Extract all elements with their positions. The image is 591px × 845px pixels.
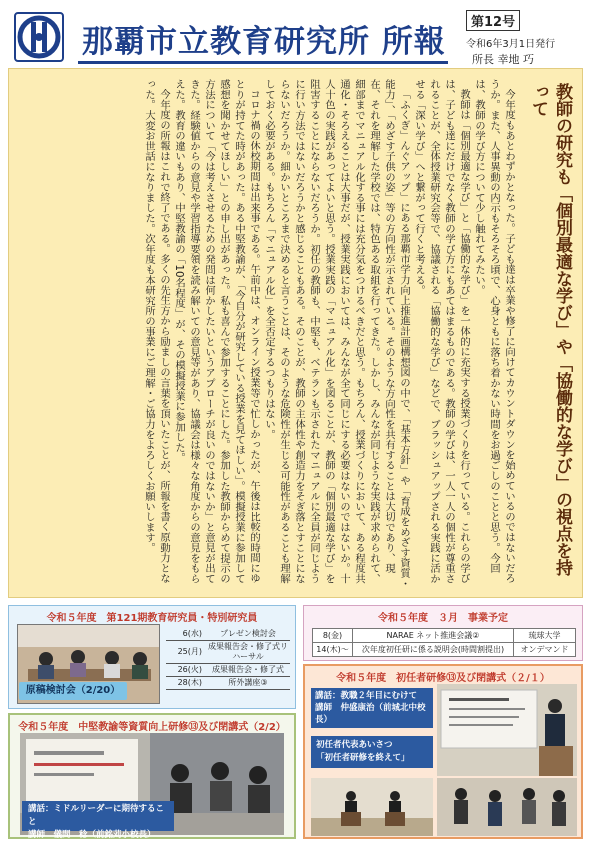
article-paragraph: 今年度の所報はこれで終了である。多くの先生方から励ましの言葉を頂いたことが、所報を書く原動力となった。大変お世話になりました。次年度も本研究所の事業にご理解・ご協力をよろしくお願いします。 [143,79,170,584]
audience-photo [437,778,577,836]
schedule-event: プレゼン検討会 [206,628,290,641]
newteacher-lecture-topic: 講話：教職２年目にむけて [315,691,418,701]
audience-photo-icon [437,778,577,836]
midcareer-title: 令和５年度 中堅教諭等資質向上研修⑬及び閉講式（2/2） [18,722,286,733]
newteacher-lecture-label [311,688,433,728]
article-heading: 教師の研究も「個別最適な学び」や「協働的な学び」の視点を持って [528,83,572,576]
events-title: 令和５年度 ３月 事業予定 [378,613,508,624]
rep-greeting: 初任者代表あいさつ [316,740,393,750]
midcareer-lecture-label [22,801,174,840]
schedule-date: 28(木) [166,677,206,690]
schedule-row [166,664,290,677]
article-paragraph: コロナ禍の休校期間は出来事である。午前中は、オンライン授業等で忙しかったが、午後は比較的時間にゆとりが持てた時があった。ある中堅教諭が、「今自分が研究している授業を見てほしい」。模擬授業に参加して感想を聞かせてほしい」との申し出があった。私も喜んで参加することにした。参加した教師からめて提示の方法について「今は考えさせるための発問は何かしたいというアプローチが良いのではないか」と意見が出てきた。経験値からの意見や学習指導要領を読み解いての意見等があり、協議会は様々な角度からの意見をもらえた。教育の違いもあり、中堅教諭の「10名程度」が、その模擬授業に参加した。 [173,79,260,584]
schedule-row [166,628,290,641]
meeting-caption: 原稿検討会（2/20） [19,682,127,700]
event-name: 次年度初任研に係る説明会(時間割提出) [353,643,514,657]
midcareer-lecturer: 講師 儀間 稔（前銘苅小校長） [28,830,156,840]
schedule-date: 6(水) [166,628,206,641]
article-body [18,79,516,591]
event-date: 8(金) [313,629,353,643]
issue-date: 令和6年3月1日発行 [466,39,556,50]
lecturer-photo-icon [437,684,577,776]
ceremony-photo [311,778,433,836]
schedule-date: 26(火) [166,664,206,677]
newteacher-rep-label [311,736,433,768]
title-underline [78,61,448,64]
event-name: NARAE ネット推進会議② [353,629,514,643]
article-paragraph: 「ふくぎ」んぐアップ」にある那覇市学力向上推進計画構想図の中で、「基本方針」や「育成をめざす資質・能力」、「めざす子供の姿」等の方向性が示されている。そのような方向性を共有することは大切であり、現在、それを理解した学校では、特色ある取組を行ってきた。しかし、みんなが同じような実践が求められて、細部までマニュアル化する事には充分気をつけるべきだと思う。もちろん、授業づくりにおいて、ある程度共通化・そろえることは大事だが、授業実践においては、みんなが全て同じにする必要はないのではないか。十人十色の実践があってよいと思う。授業実践の「マニュアル化」を図ることが、教師の「個別最適な学び」を阻害することにならないだろうか。初任の教師も、中堅も、ベテランも示されたマニュアルに全員が同じように行い方法ではないだろうかと感じることもある。そのことが、教師の主体性や創造力をそぎ落とすことにならないだろうか。細かいところまで決めると言うことは、そのような危険性が生じる可能性があることも理解しておく必要がある。もちろん「マニュアル化」を全否定するつもりはない。 [263,79,410,589]
lecturer-photo [437,684,577,776]
researchers-section [8,605,296,709]
event-org: オンデマンド [514,643,576,657]
schedule-event: 所外講座③ [206,677,290,690]
schedule-row [166,641,290,664]
main-article [8,68,583,598]
page-header [12,8,581,64]
event-org: 琉球大学 [514,629,576,643]
issue-number: 第12号 [466,10,520,31]
article-paragraph: 今年度もあとわずかとなった。子ども達は卒業や修了に向けてカウントダウンを始めているのではないだろうか。また、人事異動の内示もそろそろ頃で、心身ともに落ち着かない時間をお過ごしのことと思う。今回は、教師の学び方について少し触れてみたい。 [473,79,515,584]
event-date: 14(木)～ [313,643,353,657]
issue-info [460,10,584,67]
rep-speech-title: 「初任者研修を終えて」 [316,753,410,763]
schedule-event: 成果報告会・修了式リハーサル [206,641,290,664]
researcher-schedule [166,628,290,690]
march-events-section [303,605,583,661]
schedule-event: 成果報告会・修了式 [206,664,290,677]
schedule-date: 25(月) [166,641,206,664]
article-paragraph: 教師は「個別最適な学び」と「協働的な学び」を一体的に充実する授業づくりを行っている。これらの学びは、子ども達にだけでなく教師の学び方にもあてはまるものである。教師の学びは、一人一人の個性が尊重されることが、全体授業研究会等で、協議される「協働的な学び」などで、ブラッシュアップされる実践に活かせる「深い学び」へと繋がって行くと考える。 [413,79,470,584]
newteacher-section [303,664,583,839]
researchers-title: 令和５年度 第121期教育研究員・特別研究員 [46,613,258,624]
schedule-row [166,677,290,690]
midcareer-lecture-topic: 講話：ミドルリーダーに期待すること [28,804,165,827]
newsletter-title: 那覇市立教育研究所 所報 [82,24,446,60]
director-name: 所長 幸地 巧 [472,53,534,66]
ceremony-photo-icon [311,778,433,836]
newteacher-title: 令和５年度 初任者研修⑬及び閉講式（２/１） [336,673,550,684]
events-table [312,628,576,657]
event-row [313,629,576,643]
city-emblem-icon [14,12,64,62]
event-row [313,643,576,657]
newteacher-lecturer: 講師 仲盛康治（前城北中校長） [315,703,426,725]
midcareer-section [8,713,296,839]
